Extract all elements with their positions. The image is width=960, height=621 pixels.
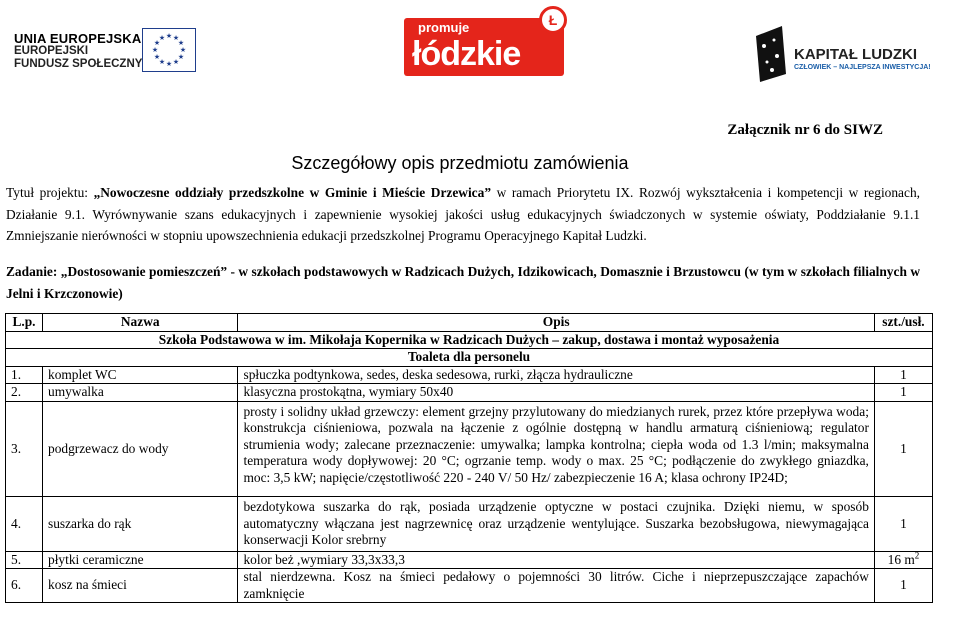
row-opis: klasyczna prostokątna, wymiary 50x40 bbox=[238, 384, 874, 402]
section-name: Toaleta dla personelu bbox=[6, 349, 933, 367]
svg-text:★: ★ bbox=[153, 53, 161, 61]
eu-stars-icon bbox=[142, 28, 196, 72]
eu-logo-line1: UNIA EUROPEJSKA bbox=[14, 31, 142, 46]
row-lp: 3. bbox=[6, 401, 43, 497]
header-qty: szt./usł. bbox=[874, 314, 932, 332]
row-name: komplet WC bbox=[43, 366, 238, 384]
table-row bbox=[6, 569, 933, 603]
svg-text:★: ★ bbox=[179, 46, 187, 54]
row-qty bbox=[874, 551, 932, 569]
svg-text:★: ★ bbox=[165, 32, 173, 40]
kapital-ludzki-tagline: CZŁOWIEK – NAJLEPSZA INWESTYCJA! bbox=[794, 64, 931, 71]
header-opis: Opis bbox=[238, 314, 874, 332]
svg-text:★: ★ bbox=[151, 46, 159, 54]
row-opis: spłuczka podtynkowa, sedes, deska sedesowa, rurki, złącza hydrauliczne bbox=[238, 366, 874, 384]
row-lp: 5. bbox=[6, 551, 43, 569]
annex-label: Załącznik nr 6 do SIWZ bbox=[727, 122, 883, 138]
eu-logo-line2: EUROPEJSKI bbox=[14, 45, 89, 57]
document-title: Szczegółowy opis przedmiotu zamówienia bbox=[291, 153, 629, 173]
kapital-ludzki-name: KAPITAŁ LUDZKI bbox=[794, 46, 918, 63]
task-paragraph: Zadanie: „Dostosowanie pomieszczeń” - w szkołach podstawowych w Radzicach Dużych, Idzikowicach, Domasznie i Brzustowcu (w tym w szkołach filialnych w Jelni i Krzczonowie) bbox=[6, 264, 920, 301]
row-qty-unit-sup: 2 bbox=[914, 550, 920, 561]
table-row bbox=[6, 384, 933, 402]
table-row bbox=[6, 497, 933, 552]
row-opis: kolor beż ,wymiary 33,3x33,3 bbox=[238, 551, 874, 569]
school-name: Szkoła Podstawowa w im. Mikołaja Kopernika w Radzicach Dużych – zakup, dostawa i montaż wyposażenia bbox=[6, 331, 933, 349]
document-title-wrap bbox=[0, 153, 960, 174]
section-row bbox=[6, 349, 933, 367]
lodzkie-coin-icon: Ł bbox=[539, 6, 567, 34]
row-lp: 4. bbox=[6, 497, 43, 552]
row-opis: prosty i solidny układ grzewczy: element grzejny przylutowany do miedzianych rurek, przez które przepływa woda; konstrukcja ciśnieniowa, pozwala na łączenie z ogólnie dostępną w handlu armaturą ciśnieniową; regulator strumienia wody; zalecane przeznaczenie: umywalka; lampka kontrolna; ciepła woda od 1.3 l/min; maksymalna temperatura wody dopływowej: 20 °C; ogrzanie temp. wody o max. 25 °C; podłączenie do zwykłego gniazdka, moc: 3,5 kW; napięcie/częstotliwość 220 - 240 V/ 50 Hz/ zabezpieczenie 16 A; klasa ochrony IP24D; bbox=[238, 401, 874, 497]
lodzkie-promuje-text: promuje bbox=[418, 20, 470, 35]
svg-text:★: ★ bbox=[153, 39, 161, 47]
row-opis: stal nierdzewna. Kosz na śmieci pedałowy o pojemności 30 litrów. Ciche i nieprzepuszczające zapachów zamknięcie bbox=[238, 569, 874, 603]
table-row bbox=[6, 551, 933, 569]
row-qty: 1 bbox=[874, 384, 932, 402]
row-name: suszarka do rąk bbox=[43, 497, 238, 552]
kapital-ludzki-logo bbox=[752, 26, 952, 86]
svg-text:★: ★ bbox=[165, 60, 173, 68]
svg-text:★: ★ bbox=[177, 53, 185, 61]
svg-text:★: ★ bbox=[172, 58, 180, 66]
lodzkie-name: łódzkie bbox=[412, 35, 521, 73]
row-lp: 1. bbox=[6, 366, 43, 384]
project-paragraph bbox=[6, 182, 920, 247]
header-name: Nazwa bbox=[43, 314, 238, 332]
row-name: podgrzewacz do wody bbox=[43, 401, 238, 497]
svg-text:★: ★ bbox=[158, 58, 166, 66]
table-row bbox=[6, 366, 933, 384]
project-label: Tytuł projektu: bbox=[6, 185, 94, 200]
svg-text:★: ★ bbox=[172, 34, 180, 42]
row-name: umywalka bbox=[43, 384, 238, 402]
project-description: w ramach Priorytetu IX. Rozwój wykształcenia i kompetencji w regionach, Działanie 9.1. Wyrównywanie szans edukacyjnych i zapewnienie wysokiej jakości usług edukacyjnych świadczonych w systemie oświaty, Poddziałanie 9.1.1 Zmniejszanie nierówności w stopniu upowszechnienia edukacji przedszkolnej Programu Operacyjnego Kapitał Ludzki. bbox=[6, 185, 920, 243]
school-row bbox=[6, 331, 933, 349]
lodzkie-logo bbox=[404, 4, 564, 80]
row-opis: bezdotykowa suszarka do rąk, posiada urządzenie optyczne w postaci czujnika. Dzięki niemu, w sposób automatyczny włączana jest nagrzewnicę oraz urządzenie wentylujące. Suszarka bezobsługowa, niewymagająca konserwacji Kolor srebrny bbox=[238, 497, 874, 552]
table-header-row bbox=[6, 314, 933, 332]
row-name: płytki ceramiczne bbox=[43, 551, 238, 569]
row-qty: 1 bbox=[874, 401, 932, 497]
svg-text:★: ★ bbox=[177, 39, 185, 47]
eu-logo bbox=[14, 28, 189, 74]
row-qty: 1 bbox=[874, 569, 932, 603]
eu-logo-line3: FUNDUSZ SPOŁECZNY bbox=[14, 58, 143, 70]
kapital-ludzki-mark-icon bbox=[752, 26, 788, 82]
table-row bbox=[6, 401, 933, 497]
row-lp: 6. bbox=[6, 569, 43, 603]
row-qty-value: 16 m bbox=[887, 551, 915, 567]
project-name: „Nowoczesne oddziały przedszkolne w Gminie i Mieście Drzewica” bbox=[93, 185, 492, 200]
row-lp: 2. bbox=[6, 384, 43, 402]
svg-text:★: ★ bbox=[158, 34, 166, 42]
header-lp: L.p. bbox=[6, 314, 43, 332]
row-name: kosz na śmieci bbox=[43, 569, 238, 603]
row-qty: 1 bbox=[874, 366, 932, 384]
eu-logo-text bbox=[14, 32, 142, 71]
items-table bbox=[5, 313, 933, 603]
row-qty: 1 bbox=[874, 497, 932, 552]
